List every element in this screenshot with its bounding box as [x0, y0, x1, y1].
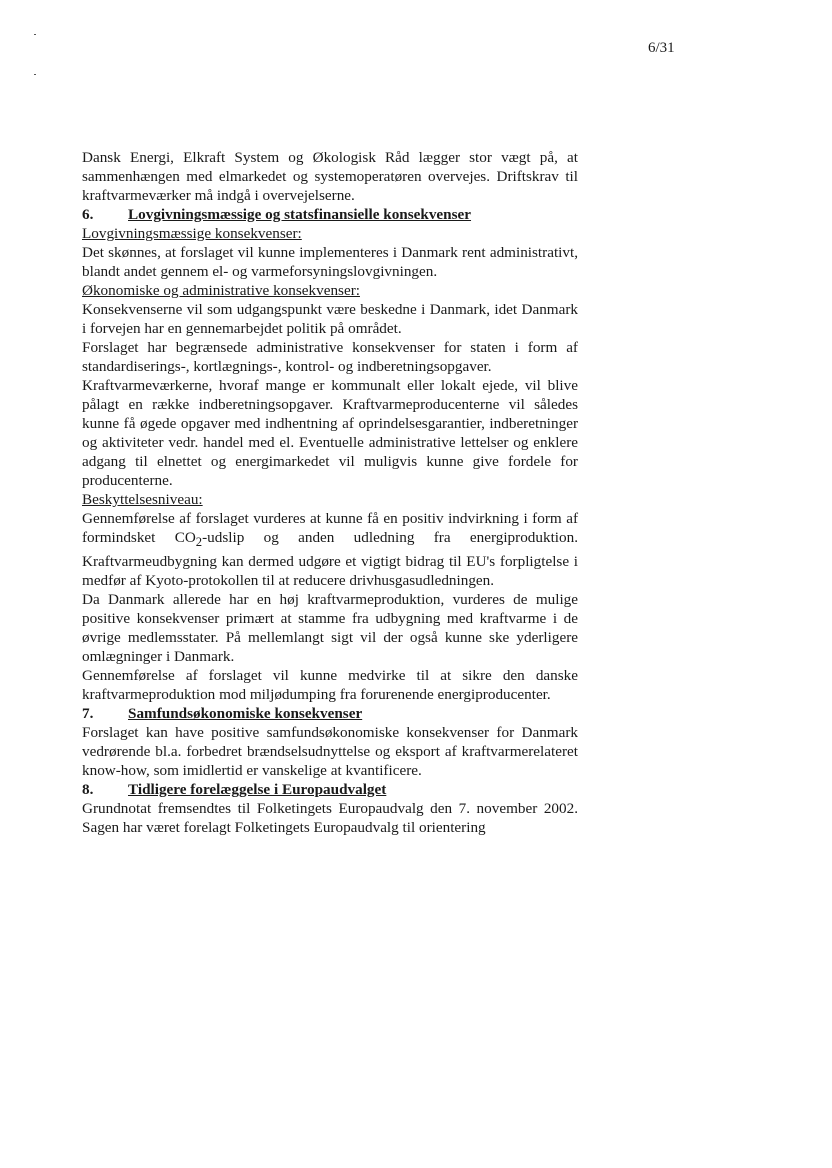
- section-title: Tidligere forelæggelse i Europaudvalget: [128, 781, 387, 799]
- subheading-legislative: Lovgivningsmæssige konsekvenser:: [82, 225, 302, 242]
- paragraph: Grundnotat fremsendtes til Folketingets Europaudvalg den 7. november 2002. Sagen har været forelagt Folketingets Europaudvalg til orientering: [82, 800, 578, 837]
- section-6-heading: [82, 205, 578, 224]
- section-8-heading: [82, 780, 578, 799]
- section-title: Lovgivningsmæssige og statsfinansielle konsekvenser: [128, 206, 472, 223]
- section-title: Samfundsøkonomiske konsekvenser: [128, 705, 363, 723]
- scan-speck: [34, 74, 36, 75]
- paragraph: Forslaget kan have positive samfundsøkonomiske konsekvenser for Danmark vedrørende bl.a. forbedret brændselsudnyttelse og eksport af kraftvarmerelateret know-how, som imidlertid er vanskelige at kvantificere.: [82, 724, 578, 780]
- paragraph: Gennemførelse af forslaget vurderes at kunne få en positiv indvirkning i form af formindsket $CO_2$-udslip og anden udledning fra energiproduktion. Kraftvarmeudbygning kan dermed udgøre et vigtigt bidrag til EU's forpligtelse i medfør af Kyoto-protokollen til at reducere drivhusgasudledningen.: [82, 510, 578, 590]
- paragraph: Gennemførelse af forslaget vil kunne medvirke til at sikre den danske kraftvarmeproduktion mod miljødumping fra forurenende energiproducenter.: [82, 667, 578, 704]
- paragraph: Forslaget har begrænsede administrative konsekvenser for staten i form af standardiserings-, kortlægnings-, kontrol- og indberetningsopgaver.: [82, 339, 578, 375]
- section-number: 6.: [82, 206, 94, 223]
- paragraph: Det skønnes, at forslaget vil kunne implementeres i Danmark rent administrativt, blandt andet gennem el- og varmeforsyningslovgivningen.: [82, 244, 578, 280]
- scan-speck: [34, 34, 36, 35]
- section-number: 8.: [82, 781, 94, 799]
- paragraph: Konsekvenserne vil som udgangspunkt være beskedne i Danmark, idet Danmark i forvejen har en gennemarbejdet politik på området.: [82, 301, 578, 337]
- paragraph: Da Danmark allerede har en høj kraftvarmeproduktion, vurderes de mulige positive konsekvenser primært at stamme fra udbygning med kraftvarme i de øvrige medlemsstater. På mellemlangt sigt vil der også kunne ske yderligere omlægninger i Danmark.: [82, 591, 578, 666]
- page-number: 6/31: [648, 40, 675, 56]
- section-7-heading: [82, 704, 578, 723]
- document-body: [82, 148, 578, 837]
- intro-paragraph: Dansk Energi, Elkraft System og Økologisk Råd lægger stor vægt på, at sammenhængen med elmarkedet og systemoperatøren overvejes. Driftskrav til kraftvarmeværker må indgå i overvejelserne.: [82, 149, 578, 204]
- subheading-economic: Økonomiske og administrative konsekvenser:: [82, 282, 360, 299]
- subheading-protection-level: Beskyttelsesniveau:: [82, 491, 203, 508]
- paragraph: Kraftvarmeværkerne, hvoraf mange er kommunalt eller lokalt ejede, vil blive pålagt en række indberetningsopgaver. Kraftvarmeproducenterne vil således kunne få øgede opgaver med indhentning af oprindelsesgarantier, indberetninger og aktiviteter vedr. handel med el. Eventuelle administrative lettelser og enklere adgang til elnettet og energimarkedet vil muligvis kunne give fordele for producenterne.: [82, 377, 578, 489]
- section-number: 7.: [82, 705, 94, 723]
